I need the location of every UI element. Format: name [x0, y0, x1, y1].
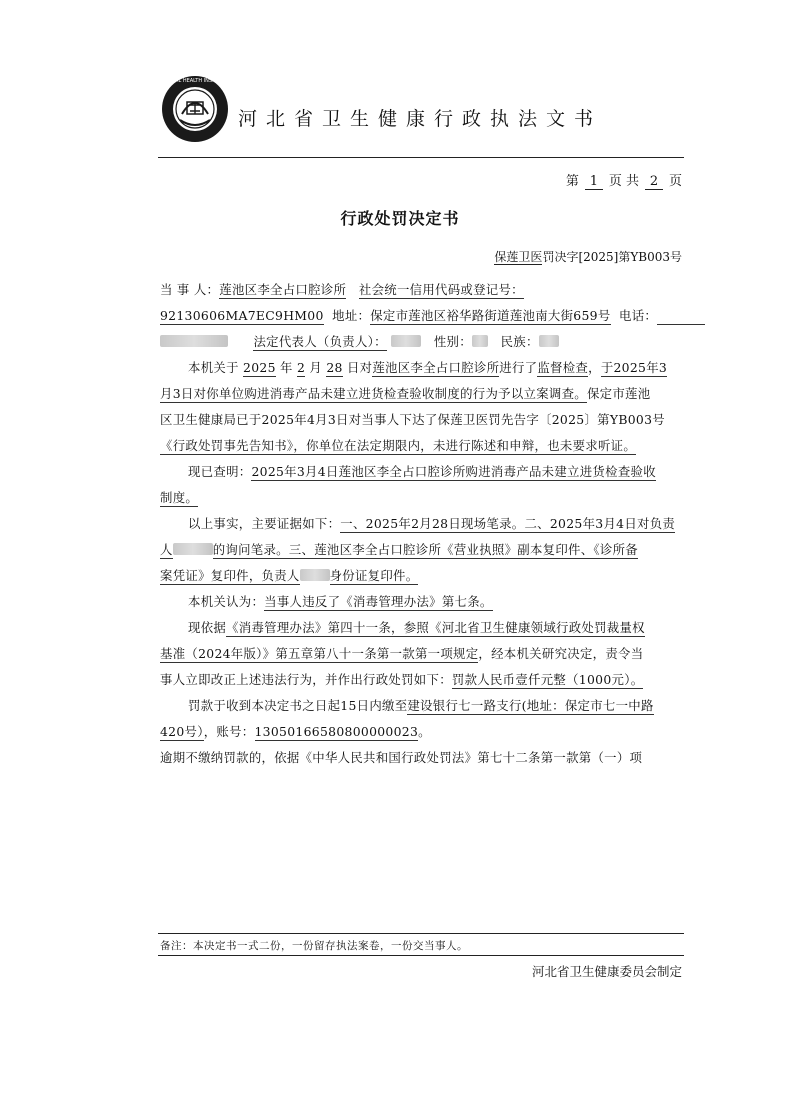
p3-line-3: 案凭证》复印件，负责人 身份证复印件。	[160, 568, 419, 583]
address: 保定市莲池区裕华路街道莲池南大街659号	[370, 308, 611, 323]
redacted-name	[300, 569, 330, 581]
address-label: 地址：	[332, 308, 371, 323]
gender-label: 性别：	[433, 334, 472, 349]
account-number: 13050166580800000023	[254, 724, 419, 739]
credit-code-label: 社会统一信用代码或登记号：	[358, 282, 524, 297]
footer-note: 备注：本决定书一式二份，一份留存执法案卷，一份交当事人。	[160, 940, 468, 952]
document-number	[494, 248, 682, 265]
document-title: 行政处罚决定书	[340, 209, 460, 228]
footer-rule-top	[158, 933, 684, 934]
health-inspection-emblem-icon	[156, 74, 234, 144]
penalty-amount: 罚款人民币壹仟元整（1000元）。	[451, 672, 644, 687]
redacted-phone	[160, 335, 228, 347]
ethnicity-label: 民族：	[500, 334, 539, 349]
header-rule	[158, 157, 684, 158]
p1-line-1: 本机关于 2025 年 2 月 28 日对莲池区李全占口腔诊所进行了监督检查，于2025年3	[188, 360, 668, 375]
p5-line-1: 现依据《消毒管理办法》第四十一条，参照《河北省卫生健康领域行政处罚裁量权	[188, 620, 645, 635]
legal-rep-label: 法定代表人（负责人）：	[253, 334, 387, 349]
p6-line-1: 罚款于收到本决定书之日起15日内缴至建设银行七一路支行(地址：保定市七一中路	[188, 698, 654, 713]
doc-number-rest: 罚决字[2025]第YB003号	[542, 250, 682, 264]
p5-line-3: 事人立即改正上述违法行为，并作出行政处罚如下：罚款人民币壹仟元整（1000元）。	[160, 672, 644, 687]
party-name: 莲池区李全占口腔诊所	[219, 282, 347, 297]
p1-line-3: 区卫生健康局已于2025年4月3日对当事人下达了保莲卫医罚先告字〔2025〕第YB003号	[160, 412, 665, 427]
page-middle: 页 共	[608, 174, 639, 189]
p3-line-1: 以上事实，主要证据如下：一、2025年2月28日现场笔录。二、2025年3月4日对负责	[188, 516, 676, 531]
p5-line-2: 基准（2024年版）》第五章第八十一条第一款第一项规定，经本机关研究决定，责令当	[160, 646, 644, 661]
footer-rule-bottom	[158, 955, 684, 956]
p4-line: 本机关认为：当事人违反了《消毒管理办法》第七条。	[188, 594, 493, 609]
party-line-1	[160, 280, 524, 298]
credit-code: 92130606MA7EC9HM00	[160, 308, 324, 323]
page-total: 2	[645, 174, 663, 190]
p1-month: 2	[296, 360, 306, 375]
emblem-text: NATIONAL HEALTH INSPECTION	[156, 78, 234, 84]
footer-maker: 河北省卫生健康委员会制定	[531, 964, 682, 979]
party-line-3	[160, 332, 559, 350]
page-number	[566, 170, 682, 190]
page-current: 1	[585, 174, 603, 190]
header-title: 河北省卫生健康行政执法文书	[238, 108, 603, 130]
redacted-ethnicity	[539, 335, 559, 347]
p1-line-2: 月3日对你单位购进消毒产品未建立进货检查验收制度的行为予以立案调查。保定市莲池	[160, 386, 651, 401]
p2-line-1: 现已查明：2025年3月4日莲池区李全占口腔诊所购进消毒产品未建立进货检查验收	[188, 464, 656, 479]
redacted-name	[173, 543, 213, 555]
p2-line-2: 制度。	[160, 490, 199, 505]
party-label: 当 事 人：	[160, 282, 220, 297]
phone-label: 电话：	[619, 308, 658, 323]
doc-number-org: 保莲卫医	[494, 250, 543, 264]
p7-line: 逾期不缴纳罚款的，依据《中华人民共和国行政处罚法》第七十二条第一款第（一）项	[160, 750, 643, 765]
page-prefix: 第	[565, 174, 579, 189]
page-suffix: 页	[668, 174, 682, 189]
p6-line-2: 420号），账号：13050166580800000023。	[160, 724, 431, 739]
party-line-2	[160, 306, 705, 325]
p1-clinic: 莲池区李全占口腔诊所	[372, 360, 500, 375]
p3-line-2: 人 的询问笔录。三、莲池区李全占口腔诊所《营业执照》副本复印件、《诊所备	[160, 542, 638, 557]
p1-year: 2025	[243, 360, 276, 375]
redacted-gender	[472, 335, 488, 347]
p1-day: 28	[326, 360, 343, 375]
p1-check: 监督检查	[537, 360, 589, 375]
p1-line-4: 《行政处罚事先告知书》，你单位在法定期限内，未进行陈述和申辩，也未要求听证。	[160, 438, 637, 453]
redacted-legal-rep	[391, 335, 421, 347]
bank-name: 建设银行七一路支行(地址：保定市七一中路	[407, 698, 654, 713]
